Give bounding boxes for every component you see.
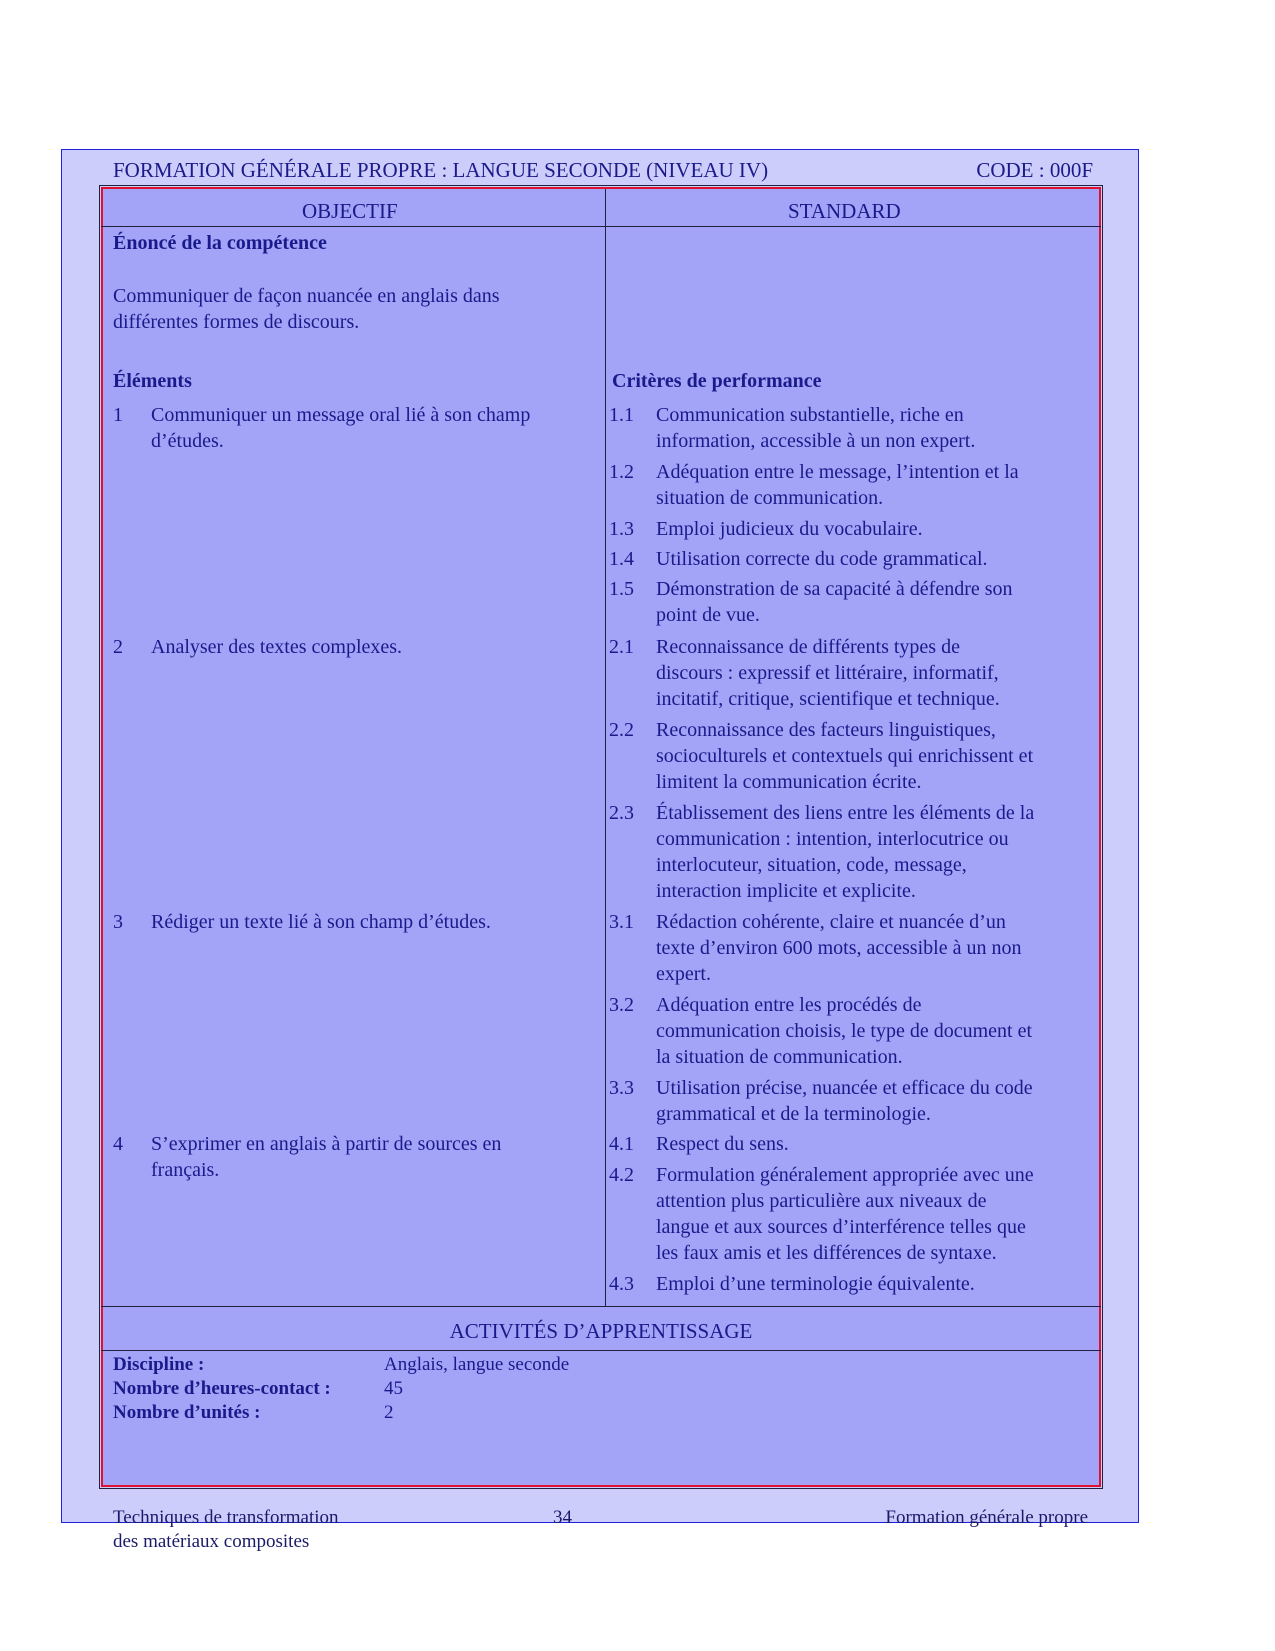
criterion-text: Adéquation entre le message, l’intention et la	[656, 461, 1019, 483]
header-code: CODE : 000F	[976, 158, 1093, 182]
activities-top-divider	[101, 1306, 1101, 1307]
element-text: Communiquer un message oral lié à son champ	[151, 404, 531, 426]
discipline-value: Anglais, langue seconde	[384, 1354, 570, 1375]
criterion-text: point de vue.	[656, 604, 760, 626]
discipline-label: Discipline :	[113, 1354, 205, 1375]
column-divider	[605, 189, 606, 1306]
footer-program-line2: des matériaux composites	[113, 1531, 310, 1552]
criterion-number: 4.3	[609, 1273, 634, 1295]
criterion-text: interlocuteur, situation, code, message,	[656, 854, 967, 876]
criterion-text: Utilisation précise, nuancée et efficace du code	[656, 1077, 1033, 1099]
criterion-text: Respect du sens.	[656, 1133, 789, 1155]
criterion-number: 1.1	[609, 404, 634, 426]
criterion-text: information, accessible à un non expert.	[656, 430, 976, 452]
criterion-number: 2.3	[609, 802, 634, 824]
criterion-text: incitatif, critique, scientifique et technique.	[656, 688, 1000, 710]
element-text: Analyser des textes complexes.	[151, 636, 403, 658]
criterion-text: texte d’environ 600 mots, accessible à un non	[656, 937, 1022, 959]
objective-column-header: OBJECTIF	[302, 199, 398, 223]
footer-page-number: 34	[553, 1507, 572, 1528]
criterion-number: 2.2	[609, 719, 634, 741]
element-number: 2	[113, 636, 123, 658]
criterion-text: socioculturels et contextuels qui enrichissent et	[656, 745, 1034, 767]
standard-column-header: STANDARD	[788, 199, 901, 223]
criterion-text: Rédaction cohérente, claire et nuancée d’un	[656, 911, 1006, 933]
criterion-text: communication choisis, le type de document et	[656, 1020, 1033, 1042]
elements-heading: Éléments	[113, 370, 192, 392]
criterion-text: Emploi d’une terminologie équivalente.	[656, 1273, 975, 1295]
footer-program-line1: Techniques de transformation	[113, 1507, 339, 1528]
element-text: Rédiger un texte lié à son champ d’études.	[151, 911, 491, 933]
criterion-text: les faux amis et les différences de syntaxe.	[656, 1242, 997, 1264]
criterion-text: Adéquation entre les procédés de	[656, 994, 922, 1016]
activities-title: ACTIVITÉS D’APPRENTISSAGE	[449, 1319, 753, 1343]
criterion-text: interaction implicite et explicite.	[656, 880, 916, 902]
criterion-number: 3.3	[609, 1077, 634, 1099]
criterion-number: 1.4	[609, 548, 634, 570]
criterion-number: 1.3	[609, 518, 634, 540]
element-number: 1	[113, 404, 123, 426]
footer-section: Formation générale propre	[885, 1507, 1088, 1528]
criterion-text: discours : expressif et littéraire, informatif,	[656, 662, 999, 684]
criterion-number: 3.1	[609, 911, 634, 933]
units-value: 2	[384, 1402, 394, 1423]
criterion-text: expert.	[656, 963, 711, 985]
criteria-heading: Critères de performance	[612, 370, 822, 392]
hours-label: Nombre d’heures-contact :	[113, 1378, 331, 1399]
element-text: français.	[151, 1159, 220, 1181]
criterion-number: 1.5	[609, 578, 634, 600]
criterion-text: Utilisation correcte du code grammatical.	[656, 548, 988, 570]
criterion-text: Emploi judicieux du vocabulaire.	[656, 518, 923, 540]
criterion-text: Communication substantielle, riche en	[656, 404, 964, 426]
units-label: Nombre d’unités :	[113, 1402, 261, 1423]
criterion-number: 3.2	[609, 994, 634, 1016]
criterion-text: communication : intention, interlocutrice ou	[656, 828, 1009, 850]
criterion-text: Reconnaissance des facteurs linguistiques,	[656, 719, 996, 741]
criterion-number: 4.1	[609, 1133, 634, 1155]
criterion-number: 2.1	[609, 636, 634, 658]
competence-heading: Énoncé de la compétence	[113, 232, 327, 254]
criterion-number: 4.2	[609, 1164, 634, 1186]
competence-text-line2: différentes formes de discours.	[113, 311, 360, 333]
element-number: 3	[113, 911, 123, 933]
criterion-text: Reconnaissance de différents types de	[656, 636, 960, 658]
competence-text-line1: Communiquer de façon nuancée en anglais dans	[113, 285, 500, 307]
criterion-text: langue et aux sources d’interférence telles que	[656, 1216, 1026, 1238]
criterion-text: grammatical et de la terminologie.	[656, 1103, 931, 1125]
activities-bottom-divider	[101, 1350, 1101, 1351]
header-title: FORMATION GÉNÉRALE PROPRE : LANGUE SECONDE (NIVEAU IV)	[113, 158, 769, 182]
criterion-text: Établissement des liens entre les éléments de la	[656, 802, 1035, 824]
criterion-text: Démonstration de sa capacité à défendre son	[656, 578, 1013, 600]
criterion-text: situation de communication.	[656, 487, 884, 509]
criterion-text: limitent la communication écrite.	[656, 771, 922, 793]
element-number: 4	[113, 1133, 123, 1155]
document-header	[113, 156, 1093, 184]
header-divider	[101, 226, 1101, 227]
hours-value: 45	[384, 1378, 403, 1399]
criterion-text: la situation de communication.	[656, 1046, 903, 1068]
criterion-number: 1.2	[609, 461, 634, 483]
element-text: d’études.	[151, 430, 224, 452]
criterion-text: attention plus particulière aux niveaux de	[656, 1190, 987, 1212]
criterion-text: Formulation généralement appropriée avec une	[656, 1164, 1034, 1186]
element-text: S’exprimer en anglais à partir de sources en	[151, 1133, 502, 1155]
